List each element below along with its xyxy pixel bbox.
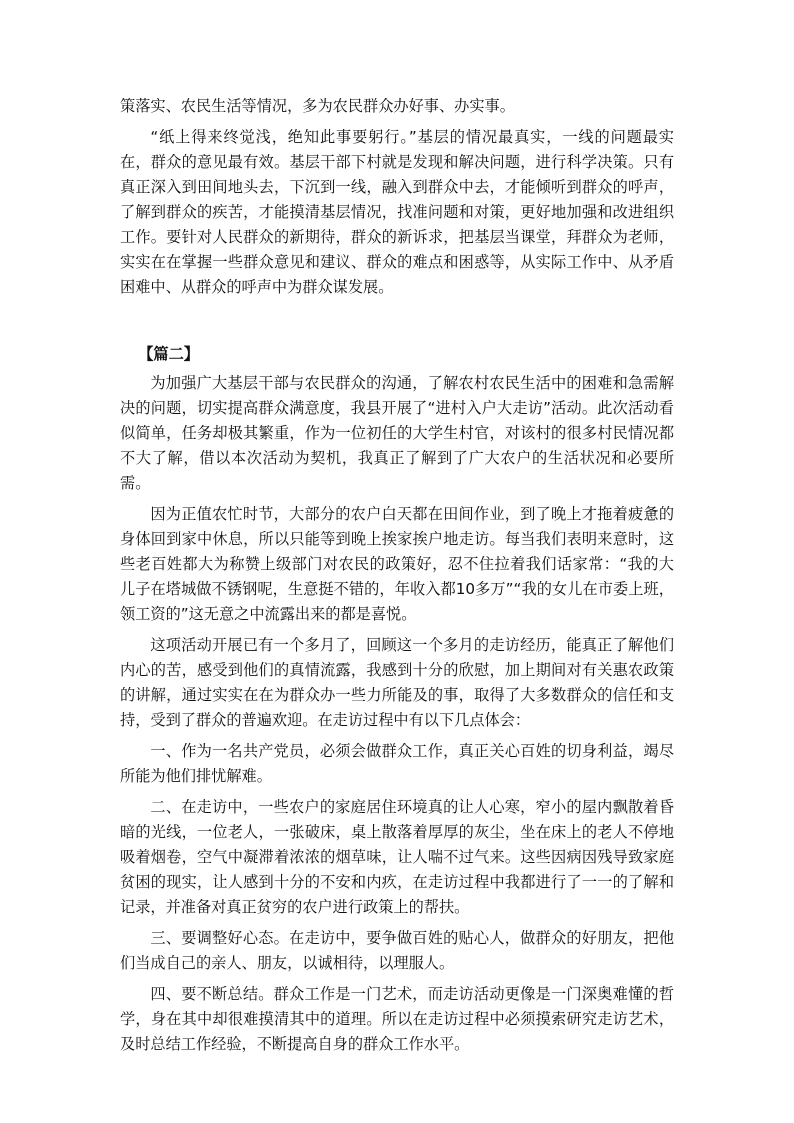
paragraph-intro: 为加强广大基层干部与农民群众的沟通，了解农村农民生活中的困难和急需解决的问题，切实提高群众满意度，我县开展了“进村入户大走访”活动。此次活动看似简单，任务却极其繁重，作为一位初任的大学生村官，对该村的很多村民情况都不大了解，借以本次活动为契机，我真正了解到了广大农户的生活状况和必要所需。 xyxy=(120,374,674,492)
paragraph-reflection: 这项活动开展已有一个多月了，回顾这一个多月的走访经历，能真正了解他们内心的苦，感受到他们的真情流露，我感到十分的欣慰，加上期间对有关惠农政策的讲解，通过实实在在为群众办一些力所能及的事，取得了大多数群众的信任和支持，受到了群众的普遍欢迎。在走访过程中有以下几点体会： xyxy=(120,636,674,729)
paragraph-point-2: 二、在走访中，一些农户的家庭居住环境真的让人心寒，窄小的屋内飘散着昏暗的光线，一位老人，一张破床，桌上散落着厚厚的灰尘，坐在床上的老人不停地吸着烟卷，空气中凝滞着浓浓的烟草味，让人喘不过气来。这些因病因残导致家庭贫困的现实，让人感到十分的不安和内疚，在走访过程中我都进行了一一的了解和记录，并准备对真正贫穷的农户进行政策上的帮扶。 xyxy=(120,798,674,916)
paragraph-visits: 因为正值农忙时节，大部分的农户白天都在田间作业，到了晚上才拖着疲惫的身体回到家中休息，所以只能等到晚上挨家挨户地走访。每当我们表明来意时，这些老百姓都大为称赞上级部门对农民的政策好，忍不住拉着我们话家常：“我的大儿子在塔城做不锈钢呢，生意挺不错的，年收入都10多万”“我的女儿在市委上班，领工资的”这无意之中流露出来的都是喜悦。 xyxy=(120,505,674,623)
document-page xyxy=(120,94,674,1063)
paragraph-point-1: 一、作为一名共产党员，必须会做群众工作，真正关心百姓的切身利益，竭尽所能为他们排忧解难。 xyxy=(120,742,674,785)
paragraph-point-4: 四、要不断总结。群众工作是一门艺术，而走访活动更像是一门深奥难懂的哲学，身在其中却很难摸清其中的道理。所以在走访过程中必须摸索研究走访艺术，及时总结工作经验，不断提高自身的群众工作水平。 xyxy=(120,985,674,1053)
paragraph-continuation: 策落实、农民生活等情况，多为农民群众办好事、办实事。 xyxy=(120,97,515,115)
section-title: 【篇二】 xyxy=(138,345,199,363)
paragraph-point-3: 三、要调整好心态。在走访中，要争做百姓的贴心人，做群众的好朋友，把他们当成自己的亲人、朋友，以诚相待，以理服人。 xyxy=(120,929,674,972)
paragraph-quote: “纸上得来终觉浅，绝知此事要躬行。”基层的情况最真实，一线的问题最实在，群众的意见最有效。基层干部下村就是发现和解决问题，进行科学决策。只有真正深入到田间地头去，下沉到一线，融入到群众中去，才能倾听到群众的呼声，了解到群众的疾苦，才能摸清基层情况，找准问题和对策，更好地加强和改进组织工作。要针对人民群众的新期待，群众的新诉求，把基层当课堂，拜群众为老师，实实在在掌握一些群众意见和建议、群众的难点和困惑等，从实际工作中、从矛盾困难中、从群众的呼声中为群众谋发展。 xyxy=(120,128,674,296)
